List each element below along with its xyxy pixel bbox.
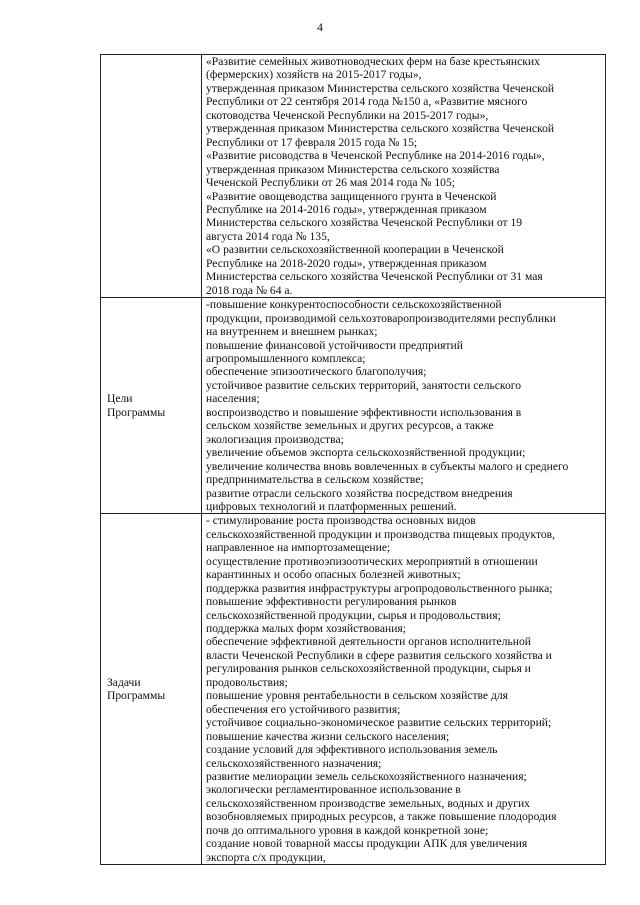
text-line: увеличение количества вновь вовлеченных в субъекты малого и среднего bbox=[206, 459, 569, 473]
text-line: Чеченской Республики от 26 мая 2014 года № 105; bbox=[206, 176, 455, 190]
text-line: утвержденная приказом Министерства сельского хозяйства Чеченской bbox=[206, 122, 555, 136]
text-line: (фермерских) хозяйств на 2015-2017 годы», bbox=[206, 68, 422, 82]
program-passport-table bbox=[100, 54, 606, 865]
text-line: обеспечение эффективной деятельности органов исполнительной bbox=[206, 635, 531, 649]
text-line: воспроизводство и повышение эффективности использования в bbox=[206, 405, 522, 419]
text-line: поддержка развития инфраструктуры агропродовольственного рынка; bbox=[206, 581, 553, 595]
text-line: карантинных и особо опасных болезней животных; bbox=[206, 568, 461, 582]
text-line: увеличение объемов экспорта сельскохозяйственной продукции; bbox=[206, 446, 526, 460]
text-line: предпринимательства в сельском хозяйстве; bbox=[206, 473, 424, 487]
text-line: устойчивое развитие сельских территорий, занятости сельского bbox=[206, 378, 522, 392]
text-line: устойчивое социально-экономическое развитие сельских территорий; bbox=[206, 716, 552, 730]
text-line: утвержденная приказом Министерства сельского хозяйства Чеченской bbox=[206, 81, 555, 95]
text-line: повышение уровня рентабельности в сельском хозяйстве для bbox=[206, 689, 508, 703]
text-line: сельскохозяйственного назначения; bbox=[206, 756, 382, 770]
text-line: Республике на 2014-2016 годы», утвержденная приказом bbox=[206, 202, 487, 216]
text-line: осуществление противоэпизоотических мероприятий в отношении bbox=[206, 554, 538, 568]
text-line: поддержка малых форм хозяйствования; bbox=[206, 622, 406, 636]
row-label-goals bbox=[101, 298, 202, 514]
table-row bbox=[101, 298, 606, 514]
text-line: развитие отрасли сельского хозяйства посредством внедрения bbox=[206, 486, 513, 500]
text-line: возобновляемых природных ресурсов, а также повышение плодородия bbox=[206, 810, 557, 824]
text-line: Республики от 17 февраля 2015 года № 15; bbox=[206, 135, 418, 149]
text-line: экологически регламентированное использование в bbox=[206, 783, 461, 797]
program-documents-cell bbox=[202, 55, 606, 298]
text-line: повышение эффективности регулирования рынков bbox=[206, 595, 457, 609]
page-number: 4 bbox=[317, 20, 323, 34]
text-line: «О развитии сельскохозяйственной кооперации в Чеченской bbox=[206, 243, 504, 257]
text-line: населения; bbox=[206, 392, 260, 406]
row-label-tasks bbox=[101, 514, 202, 865]
row-label-line: Программы bbox=[107, 689, 166, 703]
text-line: цифровых технологий и платформенных решений. bbox=[206, 499, 457, 513]
text-line: сельскохозяйственной продукции, сырья и продовольствия; bbox=[206, 608, 501, 622]
text-line: продукции, производимой сельхозтоваропроизводителями республики bbox=[206, 311, 556, 325]
row-label-line: Программы bbox=[107, 405, 166, 419]
text-line: развитие мелиорации земель сельскохозяйственного назначения; bbox=[206, 770, 527, 784]
program-tasks-cell bbox=[202, 514, 606, 865]
text-line: сельскохозяйственном производстве земельных, водных и других bbox=[206, 796, 530, 810]
text-line: «Развитие овощеводства защищенного грунта в Чеченской bbox=[206, 189, 497, 203]
text-line: экспорта с/х продукции, bbox=[206, 850, 326, 864]
text-line: Республики от 22 сентября 2014 года №150 а, «Развитие мясного bbox=[206, 95, 528, 109]
text-line: почв до оптимального уровня в каждой конкретной зоне; bbox=[206, 823, 489, 837]
row-label-line: Задачи bbox=[107, 675, 141, 689]
text-line: сельскохозяйственной продукции и производства пищевых продуктов, bbox=[206, 527, 556, 541]
text-line: направленное на импортозамещение; bbox=[206, 541, 391, 555]
text-line: утвержденная приказом Министерства сельского хозяйства bbox=[206, 162, 500, 176]
text-line: обеспечения его устойчивого развития; bbox=[206, 702, 401, 716]
text-line: «Развитие рисоводства в Чеченской Республике на 2014-2016 годы», bbox=[206, 149, 545, 163]
text-line: - стимулирование роста производства основных видов bbox=[206, 514, 476, 528]
text-line: власти Чеченской Республики в сфере развития сельского хозяйства и bbox=[206, 648, 552, 662]
text-line: «Развитие семейных животноводческих ферм на базе крестьянских bbox=[206, 55, 540, 68]
text-line: -повышение конкурентоспособности сельскохозяйственной bbox=[206, 298, 502, 312]
text-line: экологизация производства; bbox=[206, 432, 344, 446]
text-line: агропромышленного комплекса; bbox=[206, 351, 366, 365]
text-line: Министерства сельского хозяйства Чеченской Республики от 31 мая bbox=[206, 270, 543, 284]
table-row bbox=[101, 514, 606, 865]
text-line: августа 2014 года № 135, bbox=[206, 229, 330, 243]
text-line: скотоводства Чеченской Республики на 2015-2017 годы», bbox=[206, 108, 489, 122]
text-line: Республике на 2018-2020 годы», утвержденная приказом bbox=[206, 256, 487, 270]
text-line: создание новой товарной массы продукции АПК для увеличения bbox=[206, 837, 528, 851]
table-row bbox=[101, 55, 606, 298]
text-line: обеспечение эпизоотического благополучия; bbox=[206, 365, 427, 379]
row-label-empty bbox=[101, 55, 202, 298]
program-goals-cell bbox=[202, 298, 606, 514]
text-line: 2018 года № 64 а. bbox=[206, 283, 293, 297]
text-line: на внутреннем и внешнем рынках; bbox=[206, 325, 378, 339]
text-line: повышение финансовой устойчивости предприятий bbox=[206, 338, 463, 352]
text-line: сельском хозяйстве земельных и других ресурсов, а также bbox=[206, 419, 494, 433]
row-label-line: Цели bbox=[107, 392, 133, 406]
text-line: создание условий для эффективного использования земель bbox=[206, 743, 498, 757]
text-line: регулирования рынков сельскохозяйственной продукции, сырья и bbox=[206, 662, 531, 676]
text-line: Министерства сельского хозяйства Чеченской Республики от 19 bbox=[206, 216, 523, 230]
text-line: повышение качества жизни сельского населения; bbox=[206, 729, 450, 743]
text-line: продовольствия; bbox=[206, 675, 288, 689]
